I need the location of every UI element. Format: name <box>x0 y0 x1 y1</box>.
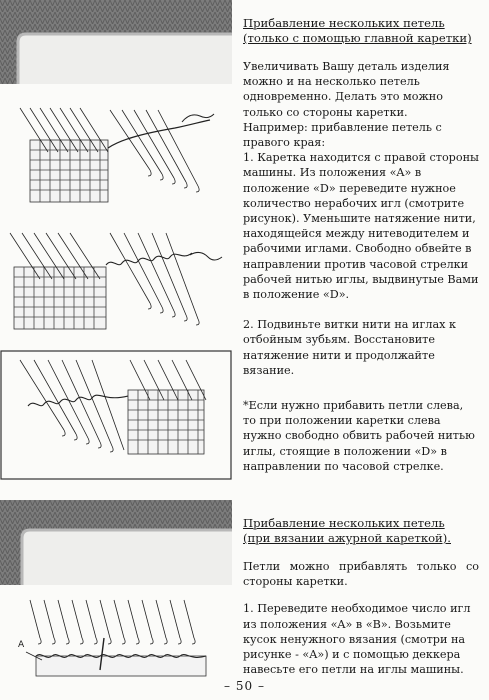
section2-step1: 1. Переведите необходимое число игл из положения «A» в «B». Возьмите кусок ненужного вязания (смотри на рисунке - «A») и с помощью деккера навесьте его петли на иглы машины. <box>243 602 471 677</box>
section1-note <box>243 398 479 474</box>
section1-step1: 1. Каретка находится с правой стороны машины. Из положения «A» в положение «D» переведите нужное количество нерабочих игл (смотрите рисунок). Уменьшите натяжение нити, находящейся между нитеводителем и рабочими иглами. Свободно обвейте в направлении против часовой стрелки рабочей нитью иглы, выдвинутые Вами в положение «D». <box>243 151 479 302</box>
section1-text <box>243 16 479 378</box>
left-increase-note: *Если нужно прибавить петли слева, то при положении каретки слева нужно свободно обвить рабочей нитью иглы, стоящие в положении «D» в направлении по часовой стрелке. <box>243 399 475 473</box>
section2-intro: Петли можно прибавлять только со стороны каретки. <box>243 560 479 589</box>
section1-step2: 2. Подвиньте витки нити на иглах к отбойным зубьям. Восстановите натяжение нити и продолжайте вязание. <box>243 318 456 377</box>
section1-heading-line2: (только с помощью главной каретки) <box>243 31 472 45</box>
left-increase-figure <box>0 350 232 480</box>
knitted-corner-figure-bottom <box>0 500 232 585</box>
needles-wrap-figure-2 <box>0 225 232 335</box>
section2-heading-line2: (при вязании ажурной кареткой). <box>243 531 451 545</box>
waste-knitting-figure <box>0 598 232 678</box>
page-number: – 50 – <box>224 679 265 693</box>
section1-intro: Увеличивать Вашу деталь изделия можно и на несколько петель одновременно. Делать это можно только со стороны каретки. <box>243 60 450 119</box>
section2-text <box>243 516 479 677</box>
section1-example: Например: прибавление петель с правого края: <box>243 120 442 150</box>
figure-label-a: A <box>18 640 25 650</box>
section1-heading-line1: Прибавление нескольких петель <box>243 16 445 30</box>
section2-heading-line1: Прибавление нескольких петель <box>243 516 445 530</box>
knitted-corner-figure-top <box>0 0 232 84</box>
needles-wrap-figure-1 <box>0 100 232 208</box>
